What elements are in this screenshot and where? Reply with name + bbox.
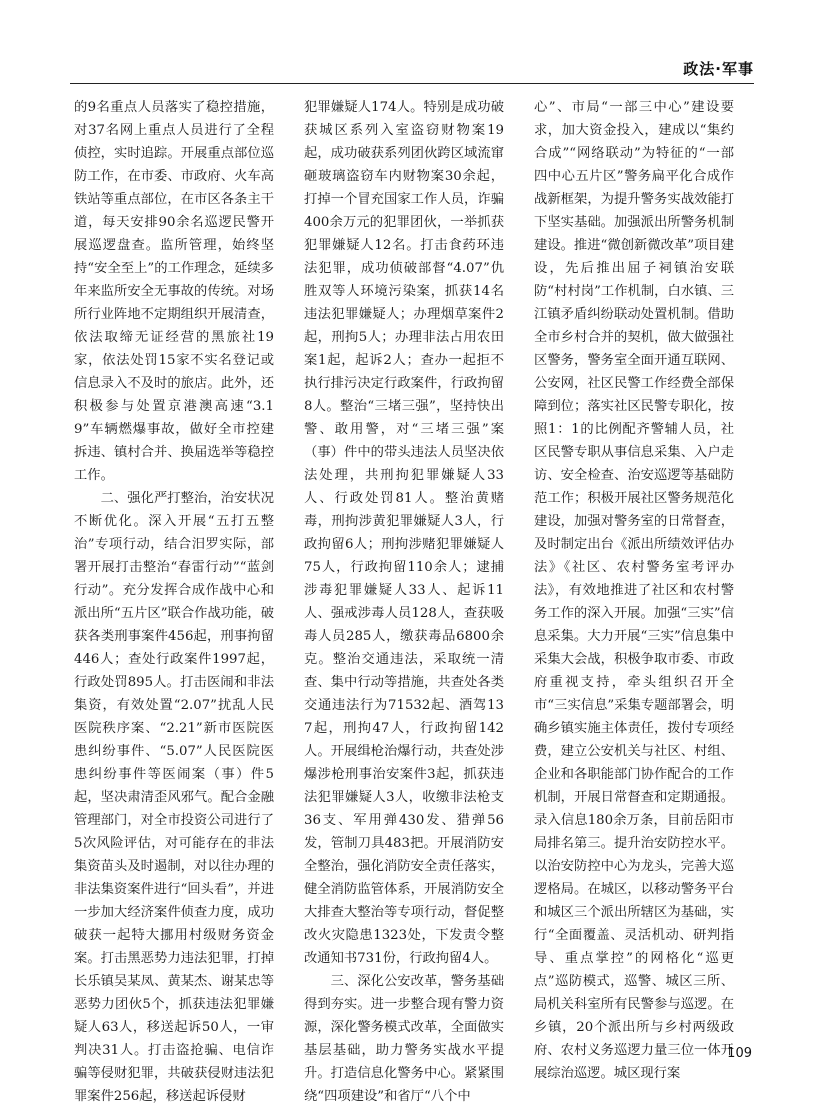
page-number: 109 [727, 1046, 752, 1061]
col2-paragraph-1: 犯罪嫌疑人174人。特别是成功破获城区系列入室盗窃财物案19起，成功破获系列团伙跨区域流窜砸玻璃盗窃车内财物案30余起，打掉一个冒充国家工作人员，诈骗400余万元的犯罪团伙，一举抓获犯罪嫌疑人12名。打击食药环违法犯罪，成功侦破部督“4.07”仇胜双等人环境污染案，抓获14名违法犯罪嫌疑人；办理烟草案件2起，刑拘5人；办理非法占用农田案1起，起诉2人；查办一起拒不执行排污决定行政案件，行政拘留8人。整治“三堵三强”，坚持快出警、敢用警，对“三堵三强”案（事）件中的带头违法人员坚决依法处理，共刑拘犯罪嫌疑人33人、行政处罚81人。整治黄赌毒，刑拘涉黄犯罪嫌疑人3人，行政拘留6人；刑拘涉赌犯罪嫌疑人75人，行政拘留110余人；逮捕涉毒犯罪嫌疑人33人、起诉11人、强戒涉毒人员128人，查获吸毒人员285人，缴获毒品6800余克。整治交通违法，采取统一清查、集中行动等措施，共查处各类交通违法行为71532起、酒驾137起，刑拘47人，行政拘留142人。开展缉枪治爆行动，共查处涉爆涉枪刑事治安案件3起，抓获违法犯罪嫌疑人3人，收缴非法枪支36支、军用弹430发、猎弹56发，管制刀具483把。开展消防安全整治，强化消防安全责任落实，健全消防监管体系，开展消防安全大排查大整治等专项行动，督促整改火灾隐患1323处，下发责令整改通知书731份，行政拘留4人。 [304, 100, 504, 966]
col2-paragraph-2: 三、深化公安改革，警务基础得到夯实。进一步整合现有警力资源，深化警务模式改革，全面做实基层基础，助力警务实战水平提升。打造信息化警务中心。紧紧围绕“四项建设”和省厅“八个中 [304, 974, 504, 1104]
col3-paragraph-1: 心”、市局“一部三中心”建设要求，加大资金投入，建成以“集约合成”“网络联动”为特征的“一部四中心五片区”警务扁平化合成作战新框架，为提升警务实战效能打下坚实基础。加强派出所警务机制建设。推进“微创新微改革”项目建设，先后推出屈子祠镇治安联防“村村岗”工作机制，白水镇、三江镇矛盾纠纷联动处置机制。借助全市乡村合并的契机，做大做强社区警务，警务室全面开通互联网、公安网，社区民警工作经费全部保障到位；落实社区民警专职化，按照1：1的比例配齐警辅人员，社区民警专职从事信息采集、入户走访、安全检查、治安巡逻等基础防范工作；积极开展社区警务规范化建设，加强对警务室的日常督查，及时制定出台《派出所绩效评估办法》《社区、农村警务室考评办法》，有效地推进了社区和农村警务工作的深入开展。加强“三实”信息采集。大力开展“三实”信息集中采集大会战，积极争取市委、市政府重视支持，牵头组织召开全市“三实信息”采集专题部署会，明确乡镇实施主体责任，拨付专项经费，建立公安机关与社区、村组、企业和各职能部门协作配合的工作机制，开展日常督查和定期通报。录入信息180余万条，目前岳阳市局排名第三。提升治安防控水平。以治安防控中心为龙头，完善大巡逻格局。在城区，以移动警务平台和城区三个派出所辖区为基础，实行“全面覆盖、灵活机动、研判指导、重点掌控”的网格化“巡更点”巡防模式，巡警、城区三所、局机关科室所有民警参与巡逻。在乡镇，20个派出所与乡村两级政府、农村义务巡逻力量三位一体开展综治巡逻。城区现行案 [534, 100, 734, 1081]
header-rule [70, 83, 754, 84]
text-column-3 [534, 96, 734, 1081]
text-column-2 [304, 96, 504, 1104]
col1-paragraph-1: 的9名重点人员落实了稳控措施，对37名网上重点人员进行了全程侦控，实时追踪。开展重点部位巡防工作，在市委、市政府、火车高铁站等重点部位，在市区各条主干道，每天安排90余名巡逻民警开展巡逻盘查。监所管理，始终坚持“安全至上”的工作理念，延续多年来监所安全无事故的传统。对场所行业阵地不定期组织开展清查，依法取缔无证经营的黑旅社19家，依法处罚15家不实名登记或信息录入不及时的旅店。此外，还积极参与处置京港澳高速“3.19”车辆燃爆事故，做好全市控建拆违、镇村合并、换届选举等稳控工作。 [74, 100, 274, 483]
section-title: 政法·军事 [683, 60, 754, 78]
text-column-1 [74, 96, 274, 1104]
col1-paragraph-2: 二、强化严打整治，治安状况不断优化。深入开展“五打五整治”专项行动，结合汨罗实际，部署开展打击整治“春雷行动”“蓝剑行动”。充分发挥合成作战中心和派出所“五片区”联合作战功能，破获各类刑事案件456起，刑事拘留446人；查处行政案件1997起，行政处罚895人。打击医闹和非法集资，有效处置“2.07”扰乱人民医院秩序案、“2.21”新市医院医患纠纷事件、“5.07”人民医院医患纠纷事件等医闹案（事）件5起，坚决肃清歪风邪气。配合金融管理部门，对全市投资公司进行了5次风险评估，对可能存在的非法集资苗头及时遏制，对以往办理的非法集资案件进行“回头看”，并进一步加大经济案件侦查力度，成功破获一起特大挪用村级财务资金案。打击黑恶势力违法犯罪，打掉长乐镇吴某凤、黄某杰、谢某忠等恶势力团伙5个，抓获违法犯罪嫌疑人63人，移送起诉50人，一审判决31人。打击盗抢骗、电信诈骗等侵财犯罪，共破获侵财违法犯罪案件256起，移送起诉侵财 [74, 491, 274, 1104]
